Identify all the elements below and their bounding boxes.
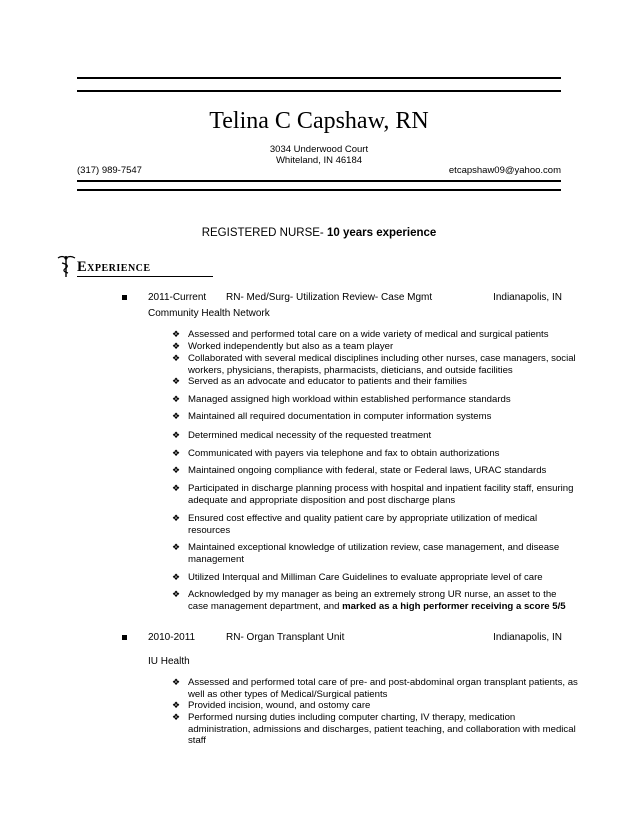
diamond-bullet-icon: ❖ (172, 572, 181, 582)
diamond-bullet-icon: ❖ (172, 329, 181, 339)
experience-section-header (57, 254, 267, 276)
section-title: Experience (77, 259, 151, 275)
square-bullet-icon (122, 635, 127, 640)
job-role: RN- Organ Transplant Unit (226, 632, 345, 643)
diamond-bullet-icon: ❖ (172, 376, 181, 386)
diamond-bullet-icon: ❖ (172, 448, 181, 458)
job-role: RN- Med/Surg- Utilization Review- Case Mgmt (226, 292, 433, 303)
job-organization: IU Health (148, 656, 190, 667)
header-rule-top-1 (77, 77, 561, 79)
diamond-bullet-icon: ❖ (172, 712, 181, 722)
header-rule-bottom-2 (77, 189, 561, 191)
diamond-bullet-icon: ❖ (172, 513, 181, 523)
header-rule-top-2 (77, 90, 561, 92)
diamond-bullet-icon: ❖ (172, 677, 181, 687)
email-address: etcapshaw09@yahoo.com (448, 165, 561, 176)
diamond-bullet-icon: ❖ (172, 341, 181, 351)
job-location: Indianapolis, IN (493, 292, 562, 303)
headline-experience: 10 years experience (326, 227, 437, 239)
diamond-bullet-icon: ❖ (172, 430, 181, 440)
job-entry (122, 632, 562, 646)
diamond-bullet-icon: ❖ (172, 411, 181, 421)
diamond-bullet-icon: ❖ (172, 394, 181, 404)
diamond-bullet-icon: ❖ (172, 465, 181, 475)
candidate-name: Telina C Capshaw, RN (209, 108, 429, 134)
address-line1: 3034 Underwood Court (269, 144, 369, 155)
diamond-bullet-icon: ❖ (172, 483, 181, 493)
header-rule-bottom-1 (77, 180, 561, 182)
list-item-bold-text: marked as a high performer receiving a score 5/5 (342, 600, 566, 612)
diamond-bullet-icon: ❖ (172, 589, 181, 599)
phone-number: (317) 989-7547 (77, 165, 142, 176)
job-dates: 2010-2011 (148, 632, 196, 643)
headline-title: REGISTERED NURSE- (201, 227, 327, 239)
job-location: Indianapolis, IN (493, 632, 562, 643)
list-item-text: Acknowledged by my manager as being an extremely strong UR nurse, an asset to the case management department, and (188, 589, 557, 612)
square-bullet-icon (122, 295, 127, 300)
section-underline (77, 276, 213, 277)
caduceus-icon (57, 254, 77, 278)
headline (0, 227, 638, 239)
diamond-bullet-icon: ❖ (172, 700, 181, 710)
job-dates: 2011-Current (148, 292, 207, 303)
diamond-bullet-icon: ❖ (172, 353, 181, 363)
diamond-bullet-icon: ❖ (172, 542, 181, 552)
job-organization: Community Health Network (148, 308, 270, 319)
address-line2: Whiteland, IN 46184 (275, 155, 363, 166)
job-entry (122, 292, 562, 306)
